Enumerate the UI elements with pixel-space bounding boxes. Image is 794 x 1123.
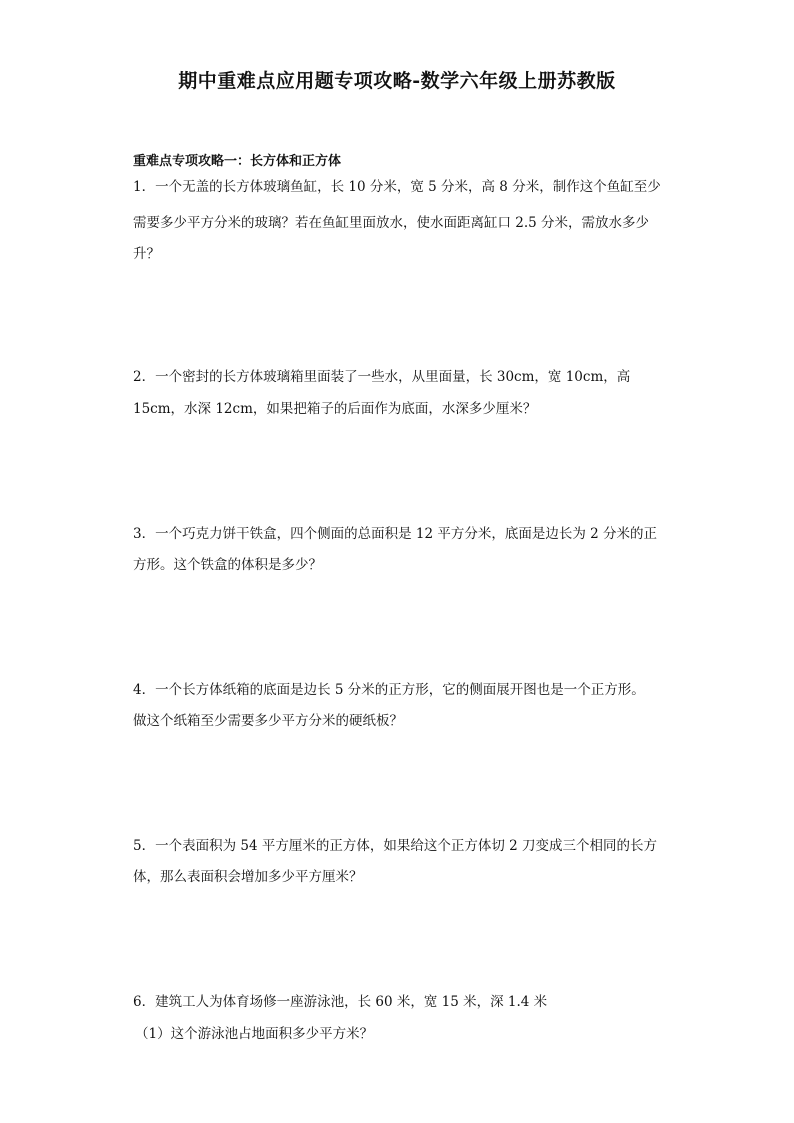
question-1-line-3: 升？: [133, 246, 160, 262]
section-heading: 重难点专项攻略一：长方体和正方体: [133, 154, 342, 169]
question-4-line-2: 做这个纸箱至少需要多少平方分米的硬纸板？: [133, 713, 403, 729]
question-6-line-1: 6．建筑工人为体育场修一座游泳池，长 60 米，宽 15 米，深 1.4 米: [133, 994, 548, 1010]
question-5-line-1: 5．一个表面积为 54 平方厘米的正方体，如果给这个正方体切 2 刀变成三个相同的长方: [133, 838, 658, 854]
question-1-line-1: 1．一个无盖的长方体玻璃鱼缸，长 10 分米，宽 5 分米，高 8 分米，制作这个鱼缸至少: [133, 179, 661, 195]
question-1-line-2: 需要多少平方分米的玻璃？若在鱼缸里面放水，使水面距离缸口 2.5 分米，需放水多少: [133, 215, 650, 231]
question-4-line-1: 4．一个长方体纸箱的底面是边长 5 分米的正方形，它的侧面展开图也是一个正方形。: [133, 682, 645, 698]
question-3-line-1: 3．一个巧克力饼干铁盒，四个侧面的总面积是 12 平方分米，底面是边长为 2 分米的正: [133, 526, 658, 542]
question-3-line-2: 方形。这个铁盒的体积是多少？: [133, 557, 322, 573]
question-6-subquestion-1: （1）这个游泳池占地面积多少平方米？: [135, 1026, 374, 1042]
page-title: 期中重难点应用题专项攻略-数学六年级上册苏教版: [178, 70, 616, 92]
question-2-line-2: 15cm，水深 12cm，如果把箱子的后面作为底面，水深多少厘米？: [133, 401, 537, 417]
question-2-line-1: 2．一个密封的长方体玻璃箱里面装了一些水，从里面量，长 30cm，宽 10cm，高: [133, 369, 631, 385]
question-5-line-2: 体，那么表面积会增加多少平方厘米？: [133, 869, 363, 885]
